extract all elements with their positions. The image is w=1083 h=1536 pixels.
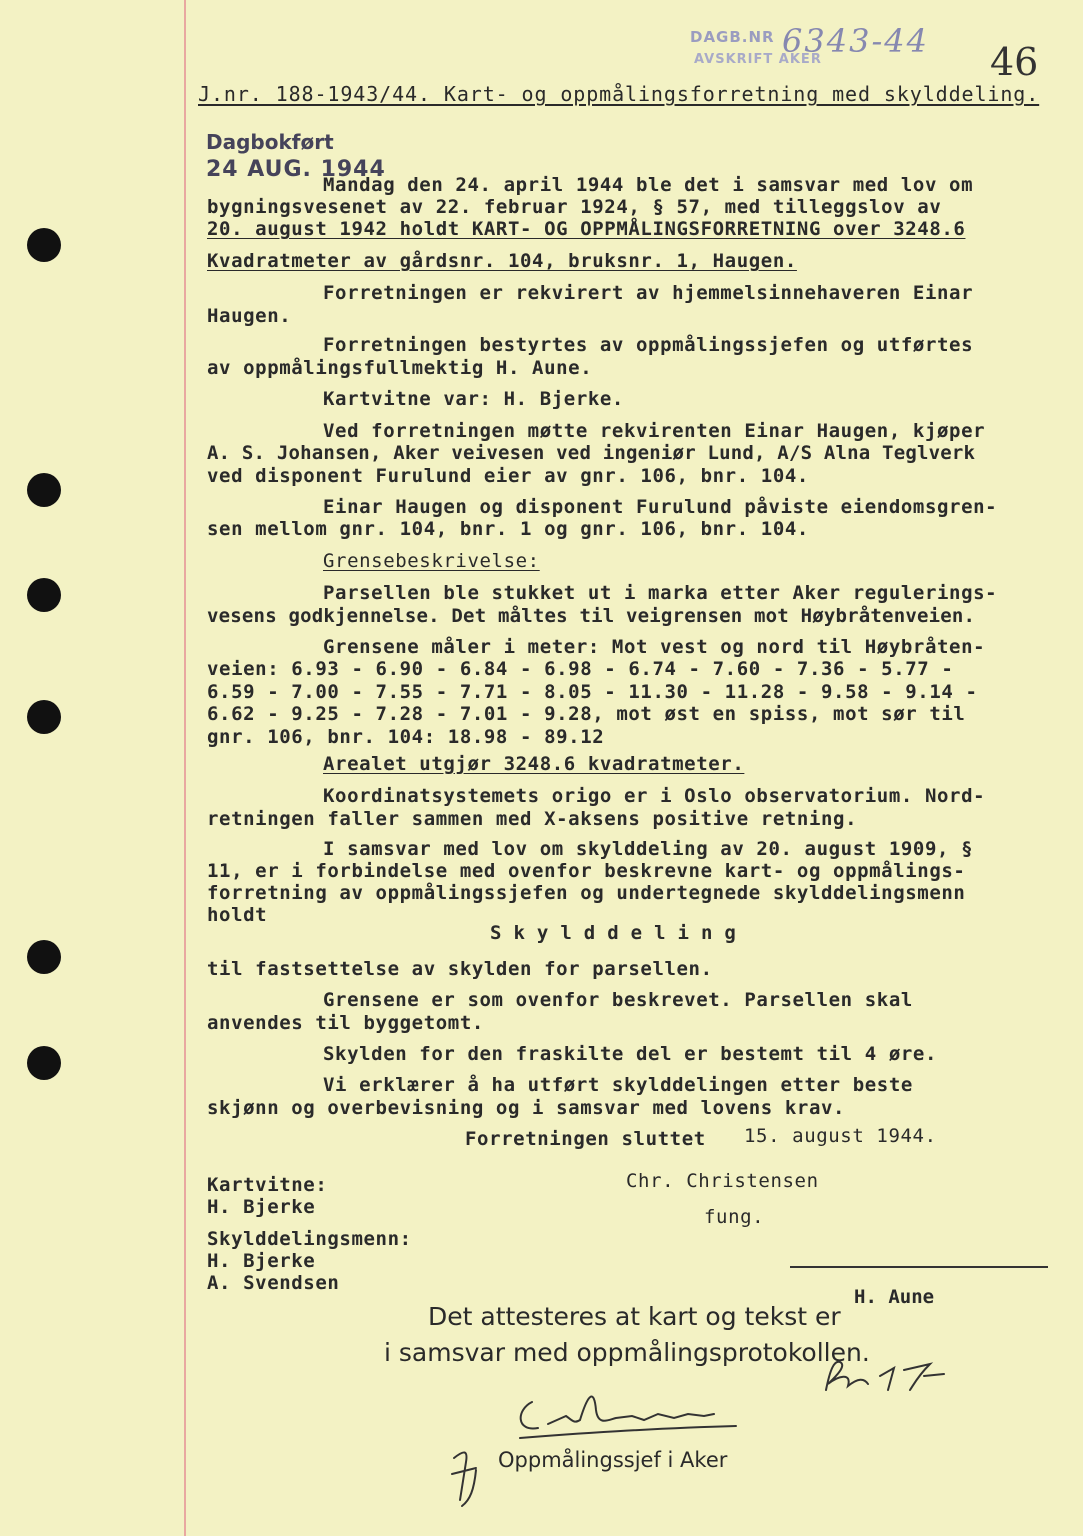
stamp-dagbokfort-label: Dagbokført (206, 130, 334, 154)
header: J.nr. 188-1943/44. Kart- og oppmålingsforretning med skylddeling. (198, 82, 1040, 106)
text-line: Forretningen bestyrtes av oppmålingssjefen og utførtes (323, 334, 974, 356)
text-line: I samsvar med lov om skylddeling av 20. august 1909, § (323, 838, 974, 860)
christensen-signature (508, 1380, 748, 1450)
punch-hole (27, 940, 61, 974)
text-line: til fastsettelse av skylden for parsellen. (207, 958, 713, 980)
text-line: vesens godkjennelse. Det måltes til veigrensen mot Høybråtenveien. (207, 605, 976, 627)
stamp-dagb: DAGB.NR (690, 28, 775, 46)
page-number: 46 (990, 40, 1039, 84)
text-line: sen mellom gnr. 104, bnr. 1 og gnr. 106, bnr. 104. (207, 518, 809, 540)
text-line: av oppmålingsfullmektig H. Aune. (207, 357, 593, 379)
stamp-avskrift: AVSKRIFT AKER (694, 52, 822, 67)
margin-line (184, 0, 186, 1536)
initials2-signature (446, 1440, 492, 1510)
text-line: Parsellen ble stukket ut i marka etter Aker regulerings- (323, 582, 998, 604)
punch-hole (27, 700, 61, 734)
text-line: Forretningen sluttet (465, 1128, 706, 1150)
text-line: retningen faller sammen med X-aksens positive retning. (207, 808, 858, 830)
opmalingssjef-title: Oppmålingssjef i Aker (498, 1448, 728, 1472)
text-line: gnr. 106, bnr. 104: 18.98 - 89.12 (207, 726, 605, 748)
text-line: A. S. Johansen, Aker veivesen ved ingeniør Lund, A/S Alna Teglverk (207, 442, 976, 464)
text-line: Haugen. (207, 305, 292, 327)
punch-hole (27, 228, 61, 262)
punch-hole (27, 578, 61, 612)
skylddeling-heading: Skylddeling (490, 922, 748, 944)
text-line: Grensene er som ovenfor beskrevet. Parsellen skal (323, 989, 913, 1011)
attest-line-1: Det attesteres at kart og tekst er (428, 1302, 841, 1331)
attest-line-2: i samsvar med oppmålingsprotokollen. (384, 1338, 870, 1367)
skylddelingsmann-2: A. Svendsen (207, 1272, 340, 1294)
text-line: holdt (207, 904, 268, 926)
christensen-name: Chr. Christensen (626, 1170, 819, 1192)
stamp-date: 24 AUG. 1944 (206, 157, 386, 182)
handwritten-number: 6343-44 (782, 22, 929, 60)
text-line: Grensene måler i meter: Mot vest og nord til Høybråten- (323, 636, 986, 658)
text-line: Einar Haugen og disponent Furulund påviste eiendomsgren- (323, 496, 998, 518)
skylddelingsmann-1: H. Bjerke (207, 1250, 316, 1272)
kartvitne-name: H. Bjerke (207, 1196, 316, 1218)
text-line: Kvadratmeter av gårdsnr. 104, bruksnr. 1, Haugen. (207, 250, 797, 272)
text-line: Grensebeskrivelse: (323, 550, 540, 572)
text-line: 11, er i forbindelse med ovenfor beskrevne kart- og oppmålings- (207, 860, 966, 882)
text-line: ved disponent Furulund eier av gnr. 106, bnr. 104. (207, 465, 809, 487)
fung-label: fung. (704, 1206, 765, 1228)
text-line: Forretningen er rekvirert av hjemmelsinnehaveren Einar (323, 282, 974, 304)
text-line: anvendes til byggetomt. (207, 1012, 484, 1034)
text-line: skjønn og overbevisning og i samsvar med lovens krav. (207, 1097, 846, 1119)
text-line: 6.59 - 7.00 - 7.55 - 7.71 - 8.05 - 11.30 - 11.28 - 9.58 - 9.14 - (207, 681, 978, 703)
text-line: 6.62 - 9.25 - 7.28 - 7.01 - 9.28, mot øst en spiss, mot sør til (207, 703, 966, 725)
aune-name: H. Aune (854, 1286, 935, 1308)
closing-date: 15. august 1944. (744, 1125, 937, 1147)
text-line: Mandag den 24. april 1944 ble det i samsvar med lov om (323, 174, 974, 196)
text-line: bygningsvesenet av 22. februar 1924, § 57, med tilleggslov av (207, 196, 942, 218)
kartvitne-label: Kartvitne: (207, 1174, 328, 1196)
text-line: Skylden for den fraskilte del er bestemt til 4 øre. (323, 1043, 937, 1065)
text-line: forretning av oppmålingssjefen og undertegnede skylddelingsmenn (207, 882, 966, 904)
text-line: veien: 6.93 - 6.90 - 6.84 - 6.98 - 6.74 - 7.60 - 7.36 - 5.77 - (207, 658, 954, 680)
initials-signature (818, 1350, 978, 1400)
text-line: 20. august 1942 holdt KART- OG OPPMÅLINGSFORRETNING over 3248.6 (207, 218, 966, 240)
text-line: Vi erklærer å ha utført skylddelingen etter beste (323, 1074, 913, 1096)
punch-hole (27, 1046, 61, 1080)
text-line: Ved forretningen møtte rekvirenten Einar Haugen, kjøper (323, 420, 986, 442)
signature-line (790, 1266, 1048, 1268)
punch-hole (27, 473, 61, 507)
text-line: Arealet utgjør 3248.6 kvadratmeter. (323, 753, 745, 775)
skylddelingsmenn-label: Skylddelingsmenn: (207, 1228, 412, 1250)
text-line: Koordinatsystemets origo er i Oslo observatorium. Nord- (323, 785, 986, 807)
text-line: Kartvitne var: H. Bjerke. (323, 388, 624, 410)
